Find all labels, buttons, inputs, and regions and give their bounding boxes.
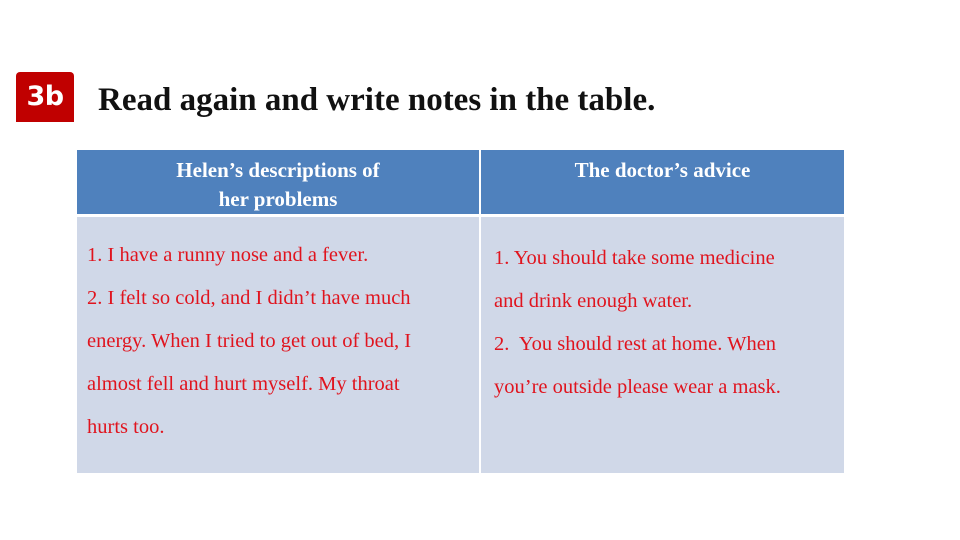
header-line: The doctor’s advice xyxy=(574,158,751,182)
header-line: Helen’s descriptions of xyxy=(176,158,380,182)
note-line: 1. I have a runny nose and a fever. xyxy=(87,244,369,266)
note-line: you’re outside please wear a mask. xyxy=(494,376,781,398)
note-line: 2. You should rest at home. When xyxy=(494,333,777,355)
header-doctor-advice xyxy=(480,150,844,216)
cell-helen-problems xyxy=(77,216,480,474)
note-line: 1. You should take some medicine xyxy=(494,247,775,269)
table-row xyxy=(77,216,844,474)
note-line: hurts too. xyxy=(87,416,165,438)
header-helen-descriptions xyxy=(77,150,480,216)
note-line: almost fell and hurt myself. My throat xyxy=(87,373,400,395)
header-line: her problems xyxy=(218,187,338,211)
note-line: and drink enough water. xyxy=(494,290,693,312)
table-header-row xyxy=(77,150,844,216)
page-title: Read again and write notes in the table. xyxy=(98,82,656,118)
cell-doctor-advice xyxy=(480,216,844,474)
note-line: energy. When I tried to get out of bed, I xyxy=(87,330,412,352)
notes-table xyxy=(77,150,844,473)
note-line: 2. I felt so cold, and I didn’t have much xyxy=(87,287,411,309)
section-badge: 3b xyxy=(16,72,74,122)
